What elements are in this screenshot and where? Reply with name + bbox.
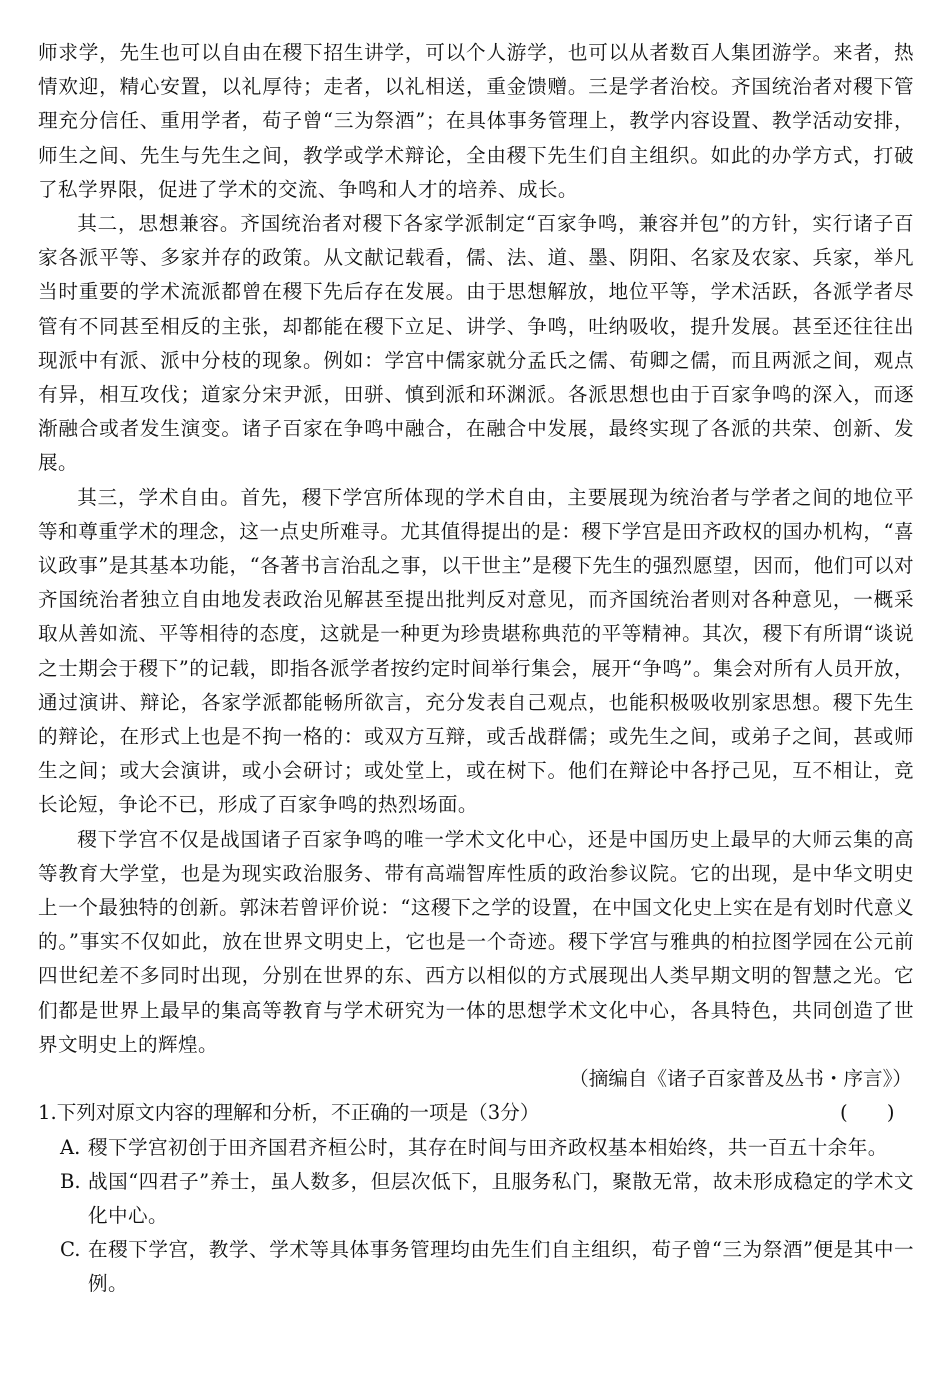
question-1 xyxy=(38,1096,914,1130)
option-label: B. xyxy=(60,1169,81,1193)
paragraph-conclusion: 稷下学宫不仅是战国诸子百家争鸣的唯一学术文化中心，还是中国历史上最早的大师云集的高等教育大学堂，也是为现实政治服务、带有高端智库性质的政治参议院。它的出现，是中华文明史上一个最独特的创新。郭沫若曾评价说：“这稷下之学的设置，在中国文化史上实在是有划时代意义的。”事实不仅如此，放在世界文明史上，它也是一个奇迹。稷下学宫与雅典的柏拉图学园在公元前四世纪差不多同时出现，分别在世界的东、西方以相似的方式展现出人类早期文明的智慧之光。它们都是世界上最早的集高等教育与学术研究为一体的思想学术文化中心，各具特色，共同创造了世界文明史上的辉煌。 xyxy=(38,827,914,1056)
answer-bracket[interactable]: ( ) xyxy=(840,1101,895,1125)
question-stem: 1.下列对原文内容的理解和分析，不正确的一项是（3分） xyxy=(38,1101,540,1125)
option-b[interactable] xyxy=(38,1165,914,1233)
option-label: C. xyxy=(60,1238,81,1262)
source-citation: （摘编自《诸子百家普及丛书・序言》） xyxy=(569,1067,912,1091)
paragraph-continued: 师求学，先生也可以自由在稷下招生讲学，可以个人游学，也可以从者数百人集团游学。来者，热情欢迎，精心安置，以礼厚待；走者，以礼相送，重金馈赠。三是学者治校。齐国统治者对稷下管理充分信任、重用学者，荀子曾“三为祭酒”；在具体事务管理上，教学内容设置、教学活动安排，师生之间、先生与先生之间，教学或学术辩论，全由稷下先生们自主组织。如此的办学方式，打破了私学界限，促进了学术的交流、争鸣和人才的培养、成长。 xyxy=(38,41,914,201)
paragraph-thought-compatibility: 其二，思想兼容。齐国统治者对稷下各家学派制定“百家争鸣，兼容并包”的方针，实行诸子百家各派平等、多家并存的政策。从文献记载看，儒、法、道、墨、阴阳、名家及农家、兵家，举凡当时重要的学术流派都曾在稷下先后存在发展。由于思想解放，地位平等，学术活跃，各派学者尽管有不同甚至相反的主张，却都能在稷下立足、讲学、争鸣，吐纳吸收，提升发展。甚至还往往出现派中有派、派中分枝的现象。例如：学宫中儒家就分孟氏之儒、荀卿之儒，而且两派之间，观点有异，相互攻伐；道家分宋尹派，田骈、慎到派和环渊派。各派思想也由于百家争鸣的深入，而逐渐融合或者发生演变。诸子百家在争鸣中融合，在融合中发展，最终实现了各派的共荣、创新、发展。 xyxy=(38,212,914,475)
option-c[interactable] xyxy=(38,1233,914,1301)
option-a[interactable] xyxy=(38,1131,914,1165)
option-label: A. xyxy=(60,1135,81,1159)
option-text: 战国“四君子”养士，虽人数多，但层次低下，且服务私门，聚散无常，故未形成稳定的学术文化中心。 xyxy=(88,1169,914,1227)
paragraph-academic-freedom: 其三，学术自由。首先，稷下学宫所体现的学术自由，主要展现为统治者与学者之间的地位平等和尊重学术的理念，这一点史所难寻。尤其值得提出的是：稷下学宫是田齐政权的国办机构，“喜议政事”是其基本功能，“各著书言治乱之事，以干世主”是稷下先生的强烈愿望，因而，他们可以对齐国统治者独立自由地发表政治见解甚至提出批判反对意见，而齐国统治者则对各种意见，一概采取从善如流、平等相待的态度，这就是一种更为珍贵堪称典范的平等精神。其次，稷下有所谓“谈说之士期会于稷下”的记载，即指各派学者按约定时间举行集会，展开“争鸣”。集会对所有人员开放，通过演讲、辩论，各家学派都能畅所欲言，充分发表自己观点，也能积极吸收别家思想。稷下先生的辩论，在形式上也是不拘一格的：或双方互辩，或舌战群儒；或先生之间，或弟子之间，甚或师生之间；或大会演讲，或小会研讨；或处堂上，或在树下。他们在辩论中各抒己见，互不相让，竞长论短，争论不已，形成了百家争鸣的热烈场面。 xyxy=(38,485,914,817)
option-text: 在稷下学宫，教学、学术等具体事务管理均由先生们自主组织，荀子曾“三为祭酒”便是其中一例。 xyxy=(88,1238,914,1296)
option-text: 稷下学宫初创于田齐国君齐桓公时，其存在时间与田齐政权基本相始终，共一百五十余年。 xyxy=(88,1135,888,1159)
